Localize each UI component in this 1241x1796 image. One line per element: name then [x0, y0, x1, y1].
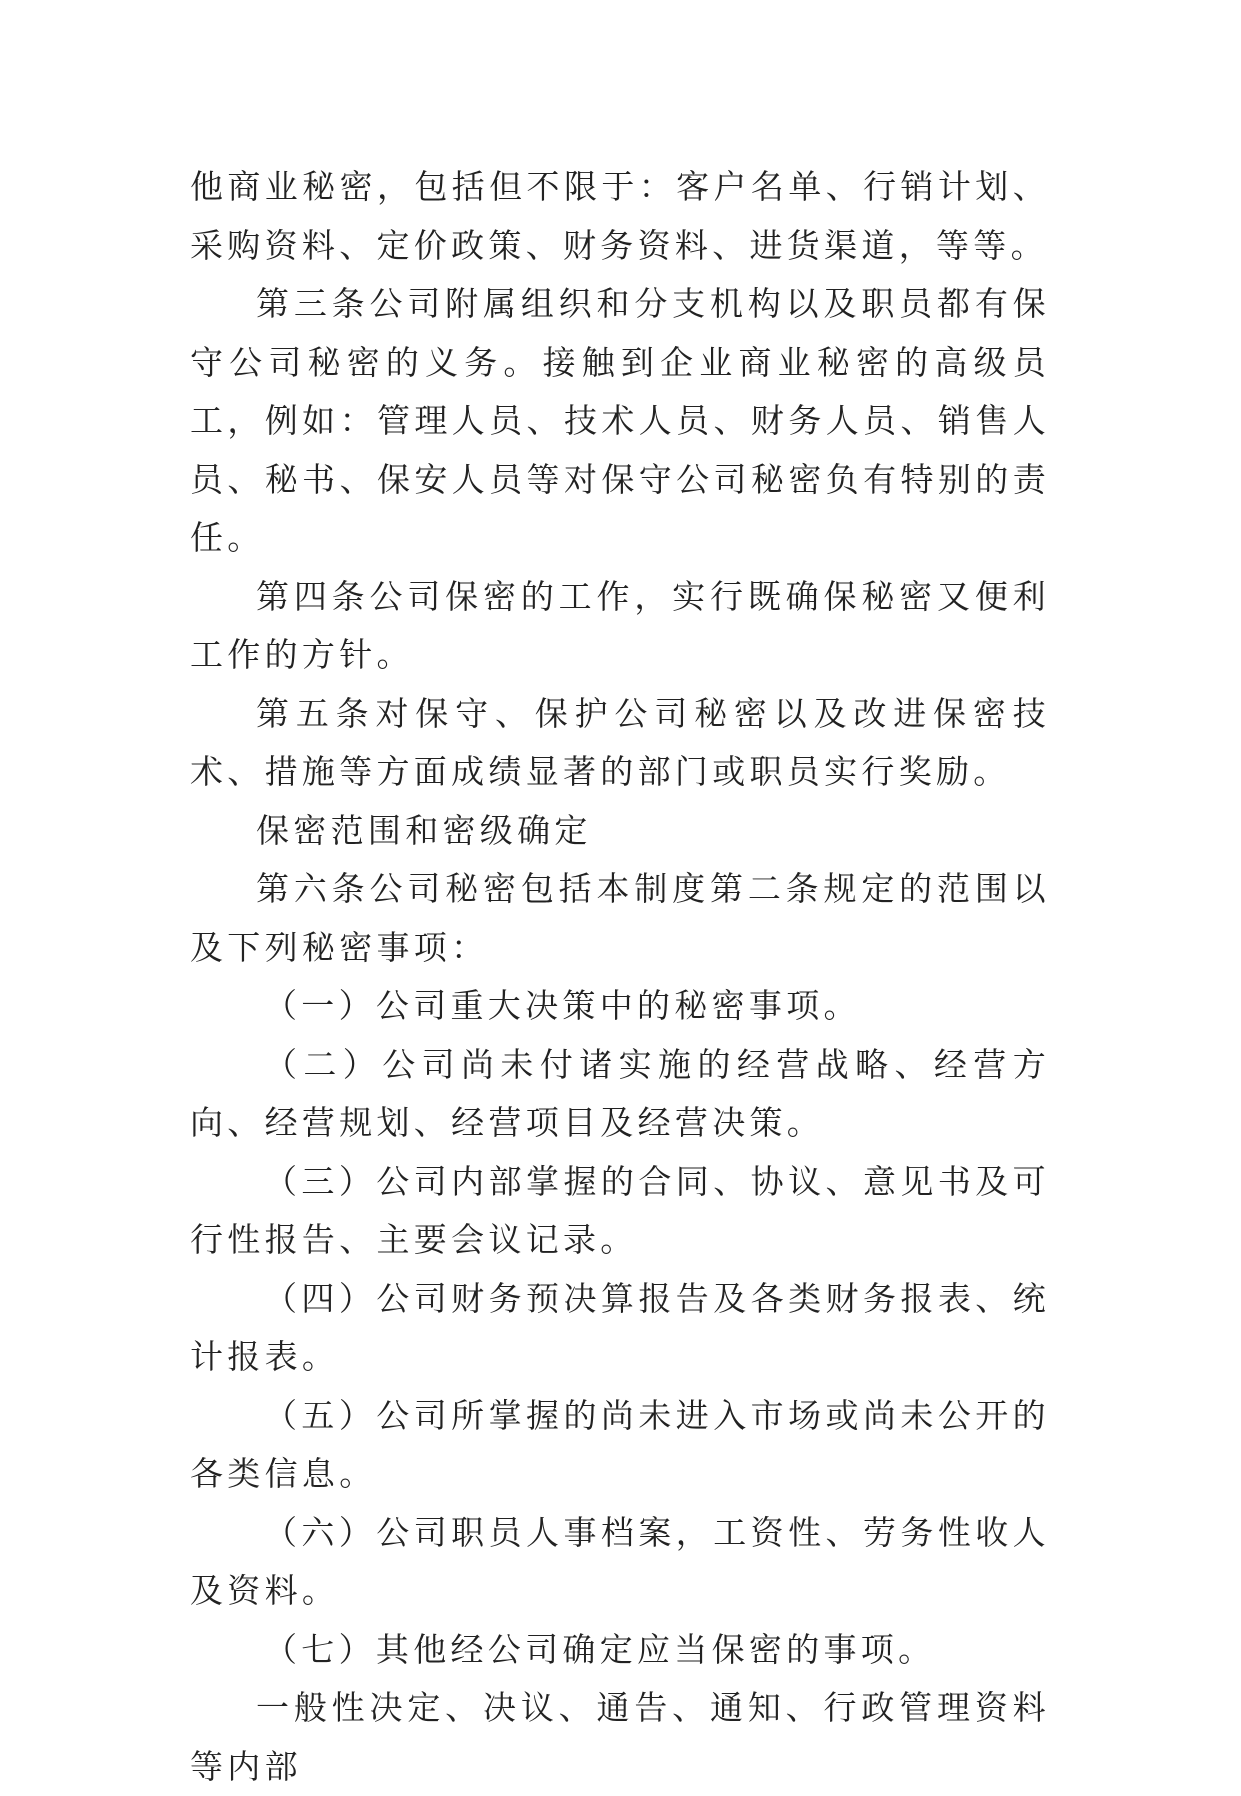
- paragraph-general-documents: 一般性决定、决议、通告、通知、行政管理资料等内部: [190, 1688, 1050, 1786]
- list-item-3: （三）公司内部掌握的合同、协议、意见书及可行性报告、主要会议记录。: [190, 1161, 1050, 1259]
- document-body: [190, 158, 1050, 1796]
- paragraph-article-4: 第四条公司保密的工作，实行既确保秘密又便利工作的方针。: [190, 576, 1050, 674]
- paragraph-trade-secret-continued: 他商业秘密，包括但不限于：客户名单、行销计划、采购资料、定价政策、财务资料、进货渠道，等等。: [190, 167, 1050, 265]
- paragraph-article-6: 第六条公司秘密包括本制度第二条规定的范围以及下列秘密事项：: [190, 869, 1050, 967]
- list-item-7: （七）其他经公司确定应当保密的事项。: [264, 1629, 936, 1669]
- list-item-4: （四）公司财务预决算报告及各类财务报表、统计报表。: [190, 1278, 1050, 1376]
- section-heading-scope: 保密范围和密级确定: [256, 810, 592, 850]
- list-item-2: （二）公司尚未付诸实施的经营战略、经营方向、经营规划、经营项目及经营决策。: [190, 1044, 1050, 1142]
- list-item-6: （六）公司职员人事档案，工资性、劳务性收人及资料。: [190, 1512, 1050, 1610]
- paragraph-article-5: 第五条对保守、保护公司秘密以及改进保密技术、措施等方面成绩显著的部门或职员实行奖励。: [190, 693, 1050, 791]
- list-item-1: （一）公司重大决策中的秘密事项。: [264, 986, 861, 1025]
- paragraph-article-3: 第三条公司附属组织和分支机构以及职员都有保守公司秘密的义务。接触到企业商业秘密的高级员工，例如：管理人员、技术人员、财务人员、销售人员、秘书、保安人员等对保守公司秘密负有特别的责任。: [190, 284, 1050, 557]
- list-item-5: （五）公司所掌握的尚未进入市场或尚未公开的各类信息。: [190, 1395, 1050, 1493]
